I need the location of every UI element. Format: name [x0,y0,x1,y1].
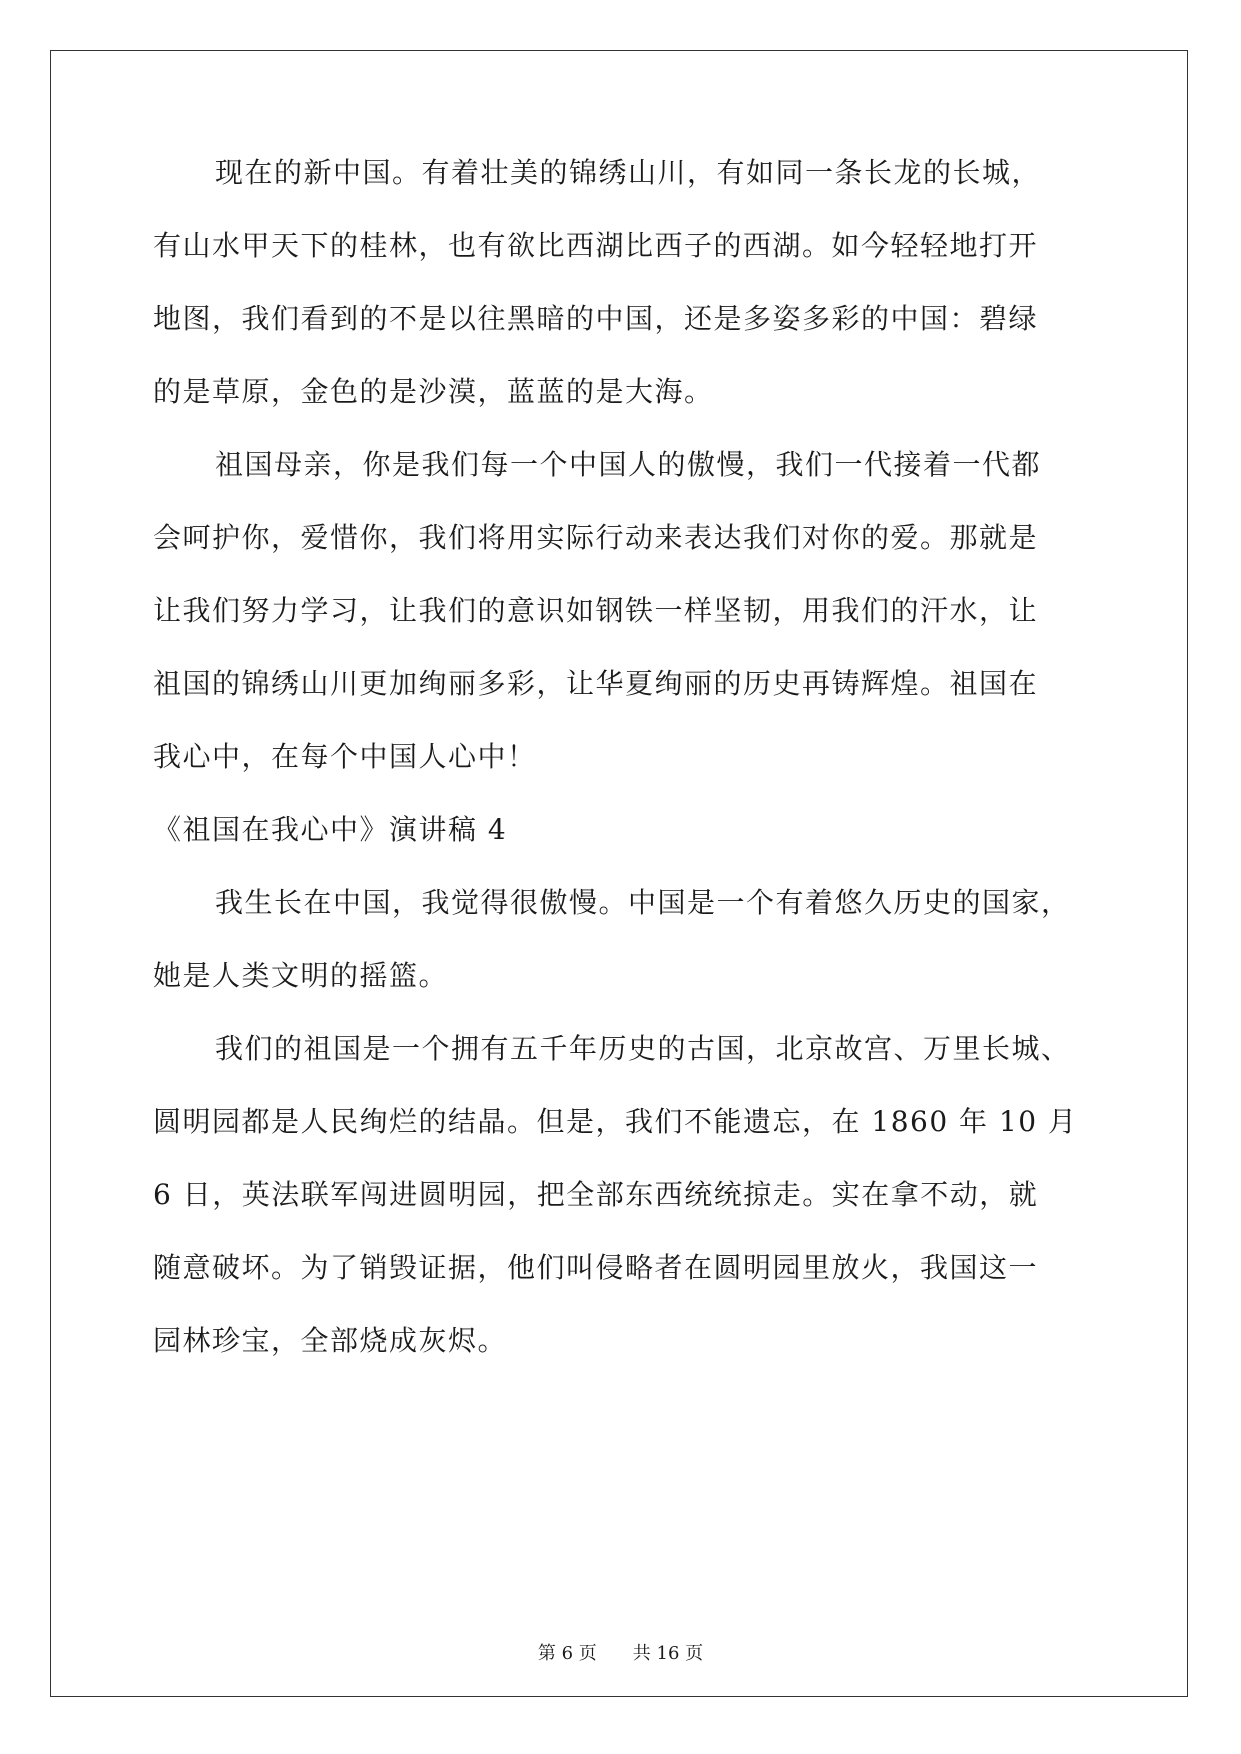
page-total: 共 16 页 [632,1643,704,1664]
text-line: 有山水甲天下的桂林，也有欲比西湖比西子的西湖。如今轻轻地打开 [153,229,1039,262]
text-line: 的是草原，金色的是沙漠，蓝蓝的是大海。 [153,375,714,408]
text-line: 我生长在中国，我觉得很傲慢。中国是一个有着悠久历史的国家， [215,886,1071,919]
page-border [50,50,1188,1697]
text-line: 祖国的锦绣山川更加绚丽多彩，让华夏绚丽的历史再铸辉煌。祖国在 [153,667,1039,700]
text-line: 让我们努力学习，让我们的意识如钢铁一样坚韧，用我们的汗水，让 [153,594,1039,627]
text-line: 随意破坏。为了销毁证据，他们叫侵略者在圆明园里放火，我国这一 [153,1251,1039,1284]
text-line: 6 日，英法联军闯进圆明园，把全部东西统统掠走。实在拿不动，就 [153,1178,1039,1211]
text-line: 地图，我们看到的不是以往黑暗的中国，还是多姿多彩的中国：碧绿 [153,302,1039,335]
text-line: 她是人类文明的摇篮。 [153,959,449,992]
text-line: 我心中，在每个中国人心中！ [153,740,537,773]
page-footer [0,1642,1241,1666]
text-line: 祖国母亲，你是我们每一个中国人的傲慢，我们一代接着一代都 [215,448,1042,481]
text-line: 现在的新中国。有着壮美的锦绣山川，有如同一条长龙的长城， [215,156,1042,189]
page-number: 第 6 页 [537,1643,597,1664]
text-line: 园林珍宝，全部烧成灰烬。 [153,1324,508,1357]
text-line: 会呵护你，爱惜你，我们将用实际行动来表达我们对你的爱。那就是 [153,521,1039,554]
text-line: 圆明园都是人民绚烂的结晶。但是，我们不能遗忘，在 1860 年 10 月 [153,1105,1078,1138]
text-line: 我们的祖国是一个拥有五千年历史的古国，北京故宫、万里长城、 [215,1032,1071,1065]
section-heading: 《祖国在我心中》演讲稿 4 [153,813,508,846]
